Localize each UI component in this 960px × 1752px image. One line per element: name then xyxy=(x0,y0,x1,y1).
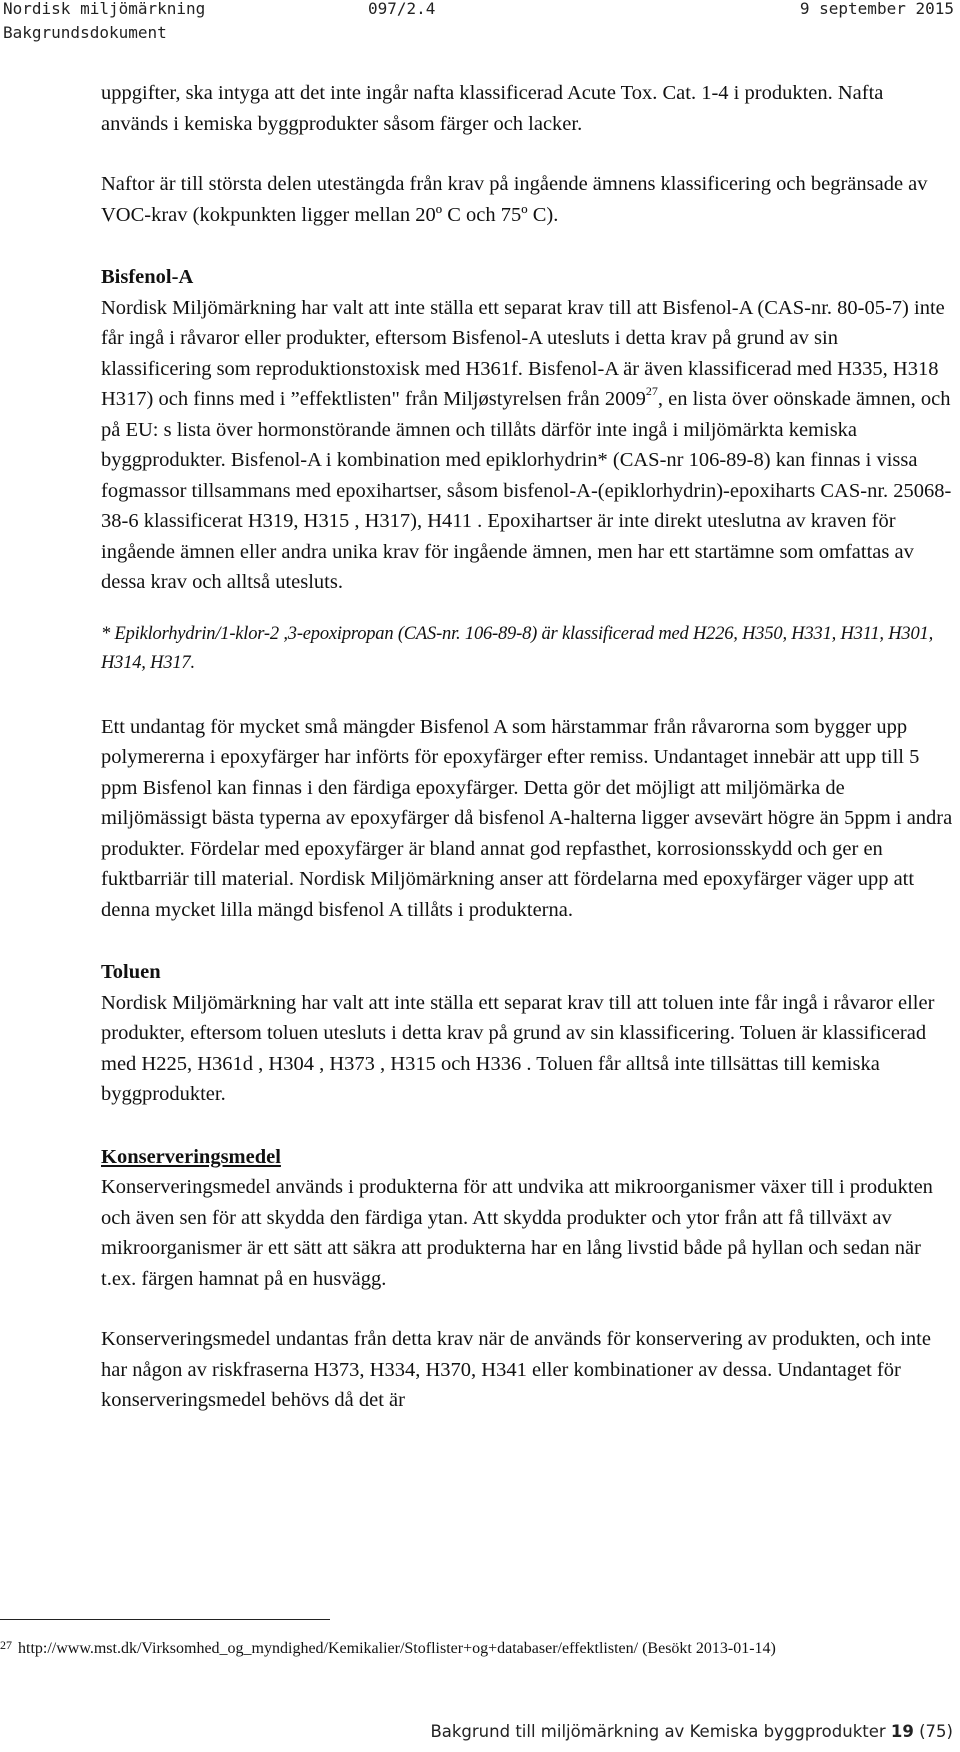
bisfenol-text-a: Nordisk Miljömärkning har valt att inte ställa ett separat krav till att Bisfenol-A (CAS-nr. 80-05-7) inte får ingå i råvaror eller produkter, eftersom Bisfenol-A utesluts i detta krav på grund av sin klassificering som reproduktionstoxisk med H361f. Bisfenol-A är även klassificerad med H335, H318 H317) och finns med i ”effektlisten" från Miljøstyrelsen från 2009 xyxy=(101,296,945,410)
epiklorhydrin-note: * Epiklorhydrin/1-klor-2 ,3-epoxipropan (CAS-nr. 106-89-8) är klassificerad med H226, H350, H331, H311, H301, H314, H317. xyxy=(101,623,933,673)
page-footer xyxy=(430,1722,953,1741)
intro-paragraph-2: Naftor är till största delen utestängda från krav på ingående ämnens klassificering och begränsade av VOC-krav (kokpunkten ligger mellan 20º C och 75º C). xyxy=(101,173,928,226)
page-total: (75) xyxy=(919,1722,953,1741)
bisfenol-exception-paragraph: Ett undantag för mycket små mängder Bisfenol A som härstammar från råvarorna som bygger upp polymererna i epoxyfärger har införts för epoxyfärger efter remiss. Undantaget innebär att upp till 5 ppm Bisfenol kan finnas i den färdiga epoxyfärger. Detta gör det möjligt att miljömärka de miljömässigt bästa typerna av epoxyfärger då bisfenol A-halterna ligger avsevärt högre än 5ppm i andra produkter. Fördelar med epoxyfärger är bland annat god repfasthet, korrosionsskydd och ger en fuktbarriär till material. Nordisk Miljömärkning anser att fördelarna med epoxyfärger väger upp att denna mycket lilla mängd bisfenol A tillåts i produkterna. xyxy=(101,715,953,921)
konservering-paragraph-2: Konserveringsmedel undantas från detta krav när de används för konservering av produkten, och inte har någon av riskfraserna H373, H334, H370, H341 eller kombinationer av dessa. Undantaget för konserveringsmedel behövs då det är xyxy=(101,1328,931,1411)
bisfenol-text-b: , en lista över oönskade ämnen, och på EU: s lista över hormonstörande ämnen och tillåts därför inte ingå i miljömärkta kemiska byggprodukter. Bisfenol-A i kombination med epiklorhydrin* (CAS-nr 106-89-8) kan finnas i vissa fogmassor tillsammans med epoxihartser, såsom bisfenol-A-(epiklorhydrin)-epoxiharts CAS-nr. 25068-38-6 klassificerat H319, H315 , H317), H411 . Epoxihartser är inte direkt uteslutna av kraven för ingående ämnen eller andra unika krav för ingående ämnen, men har ett startämne som omfattas av dessa krav och alltså utesluts. xyxy=(101,388,952,593)
footnote-text: http://www.mst.dk/Virksomhed_og_myndighed/Kemikalier/Stoflister+og+databaser/effektlisten/ (Besökt 2013-01-14) xyxy=(18,1640,776,1657)
heading-toluen: Toluen xyxy=(101,961,161,983)
section-bisfenol xyxy=(101,262,953,925)
footnote-number: 27 xyxy=(0,1638,12,1652)
header-doc-number: 097/2.4 xyxy=(368,0,436,18)
section-toluen xyxy=(101,957,953,1110)
bisfenol-paragraph xyxy=(101,293,953,598)
heading-konserveringsmedel: Konserveringsmedel xyxy=(101,1145,281,1168)
heading-bisfenol: Bisfenol-A xyxy=(101,266,194,288)
header-title: Nordisk miljömärkning xyxy=(3,0,206,18)
konservering-paragraph-1: Konserveringsmedel används i produkterna för att undvika att mikroorganismer växer till i produkten och även sen för att skydda den färdiga ytan. Att skydda produkter och ytor från att få tillväxt av mikroorganismer är ett sätt att säkra att produkterna har en lång livstid både på hyllan och sedan när t.ex. färgen hamnat på en husvägg. xyxy=(101,1176,933,1290)
footnote-reference: 27 xyxy=(645,384,658,399)
intro-paragraph-1: uppgifter, ska intyga att det inte ingår nafta klassificerad Acute Tox. Cat. 1-4 i produkten. Nafta används i kemiska byggprodukter såsom färger och lacker. xyxy=(101,82,884,135)
toluen-paragraph: Nordisk Miljömärkning har valt att inte ställa ett separat krav till att toluen inte får ingå i råvaror eller produkter, eftersom toluen utesluts i detta krav på grund av sin klassificering. Toluen är klassificerad med H225, H361d , H304 , H373 , H315 och H336 . Toluen får alltså inte tillsättas till kemiska byggprodukter. xyxy=(101,991,935,1105)
document-body xyxy=(101,78,953,1416)
page-number: 19 xyxy=(890,1722,914,1741)
footnote xyxy=(0,1636,956,1662)
header-subtitle: Bakgrundsdokument xyxy=(3,23,167,42)
section-konserveringsmedel xyxy=(101,1142,953,1416)
footer-text: Bakgrund till miljömärkning av Kemiska byggprodukter xyxy=(430,1722,886,1741)
header-date: 9 september 2015 xyxy=(799,0,954,18)
footnote-divider xyxy=(0,1619,330,1620)
